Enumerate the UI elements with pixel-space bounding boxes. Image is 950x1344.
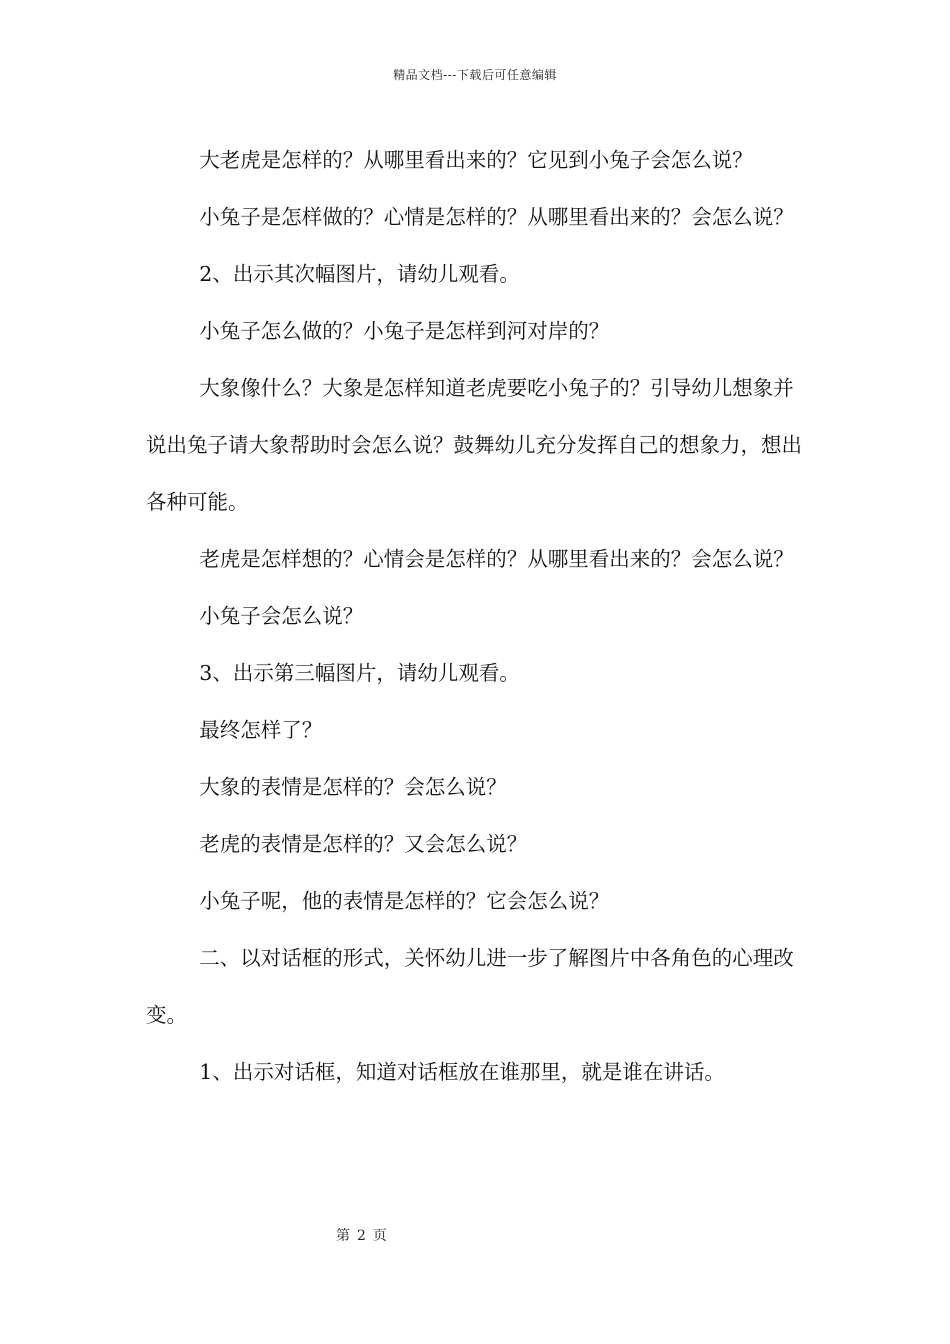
paragraph: 2、出示其次幅图片，请幼儿观看。 bbox=[199, 262, 520, 286]
paragraph: 大象像什么？大象是怎样知道老虎要吃小兔子的？引导幼儿想象并说出兔子请大象帮助时会怎么说？鼓舞幼儿充分发挥自己的想象力，想出各种可能。 bbox=[146, 376, 802, 514]
document-body bbox=[146, 132, 808, 1101]
page-header: 精品文档---下载后可任意编辑 bbox=[393, 68, 557, 82]
paragraph: 小兔子怎么做的？小兔子是怎样到河对岸的？ bbox=[199, 319, 610, 343]
footer-prefix: 第 bbox=[336, 1228, 351, 1244]
paragraph: 老虎是怎样想的？心情会是怎样的？从哪里看出来的？会怎么说？ bbox=[199, 547, 794, 571]
paragraph: 小兔子会怎么说？ bbox=[199, 604, 364, 628]
paragraph: 老虎的表情是怎样的？又会怎么说？ bbox=[199, 832, 528, 856]
paragraph: 小兔子是怎样做的？心情是怎样的？从哪里看出来的？会怎么说？ bbox=[199, 205, 794, 229]
paragraph: 3、出示第三幅图片，请幼儿观看。 bbox=[199, 661, 520, 685]
paragraph: 大老虎是怎样的？从哪里看出来的？它见到小兔子会怎么说？ bbox=[199, 148, 753, 172]
page-footer bbox=[336, 1225, 394, 1245]
footer-suffix: 页 bbox=[372, 1228, 388, 1244]
paragraph: 1、出示对话框，知道对话框放在谁那里，就是谁在讲话。 bbox=[199, 1060, 725, 1084]
paragraph: 大象的表情是怎样的？会怎么说？ bbox=[199, 775, 507, 799]
paragraph: 二、以对话框的形式，关怀幼儿进一步了解图片中各角色的心理改变。 bbox=[146, 946, 794, 1027]
paragraph: 小兔子呢，他的表情是怎样的？它会怎么说？ bbox=[199, 889, 610, 913]
page-number: 2 bbox=[357, 1228, 367, 1244]
paragraph: 最终怎样了？ bbox=[199, 718, 323, 742]
